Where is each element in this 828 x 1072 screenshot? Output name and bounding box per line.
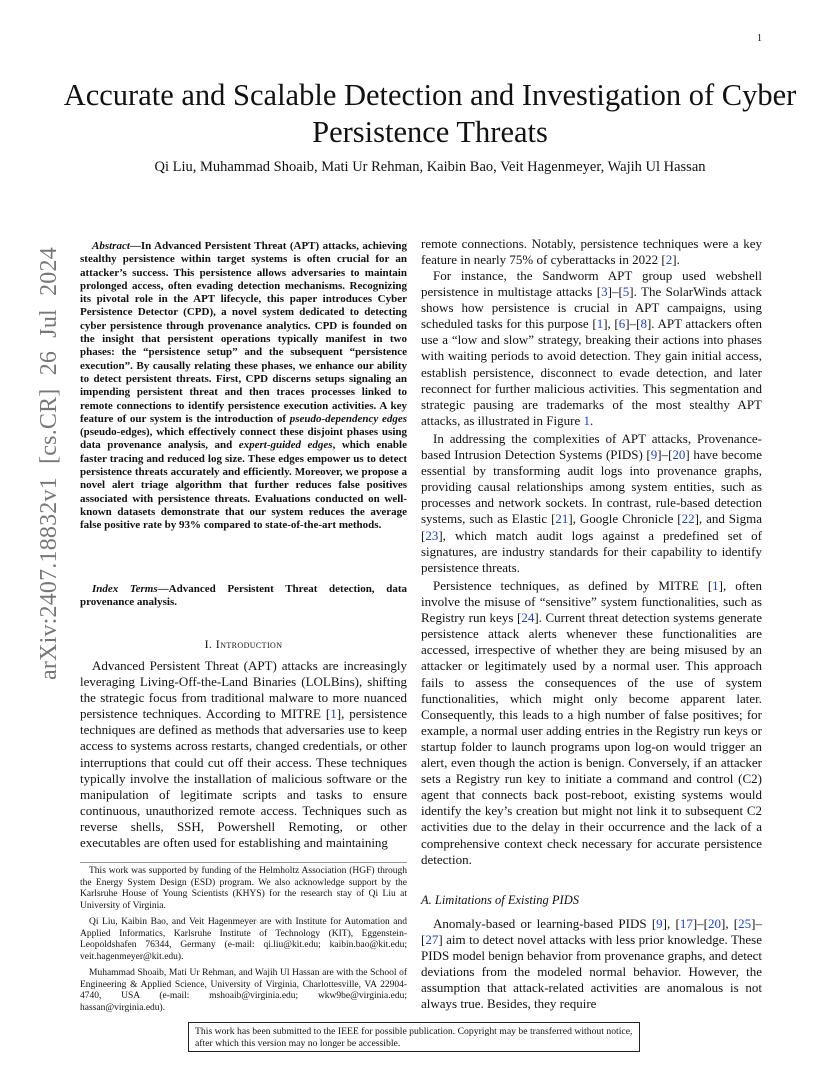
intro-paragraph: [80, 658, 407, 851]
arxiv-id-text: arXiv:2407.18832v1 [cs.CR] 26 Jul 2024: [36, 247, 62, 680]
index-terms: [80, 583, 407, 610]
abstract-emphasis-pseudo-edges: pseudo-dependency edges: [289, 412, 408, 425]
citation-link[interactable]: 21: [555, 511, 569, 527]
body-text: ], often involve the misuse of “sensitive” system functionalities, such as Registry run keys [: [421, 578, 763, 626]
body-text: ].: [672, 252, 680, 268]
citation-link[interactable]: 1: [712, 578, 719, 593]
citation-link[interactable]: 22: [681, 511, 695, 527]
citation-link[interactable]: 2: [665, 252, 673, 268]
citation-link[interactable]: 25: [738, 916, 752, 931]
citation-link[interactable]: 17: [679, 916, 693, 931]
body-paragraph: [421, 578, 762, 868]
arxiv-sidebar-identifier: [0, 0, 60, 1072]
body-text: ]–[: [657, 447, 673, 463]
footnote-separator: [80, 862, 407, 863]
body-text: ]. The SolarWinds attack shows how persistence is crucial in APT campaigns, using scheduled tasks for this purpose [: [421, 284, 762, 332]
body-paragraph: [421, 236, 762, 268]
citation-link[interactable]: 8: [640, 316, 647, 332]
body-text: ] aim to detect novel attacks with less prior knowledge. These PIDS model benign behavior from provenance graphs, and detect deviations from the modeled normal behavior. However, the assumption that attack-related activities are anomalous is not always true. Besides, they require: [421, 932, 762, 1012]
citation-link[interactable]: 3: [601, 284, 608, 300]
body-text: ]–[: [421, 916, 762, 948]
citation-link[interactable]: 27: [425, 932, 439, 948]
body-text: ], [: [720, 916, 739, 931]
citation-link[interactable]: 9: [656, 916, 663, 931]
footnote-funding: This work was supported by funding of the Helmholtz Association (HGF) through the Energy System Design (ESD) program. We also acknowledge support by the Karlsruhe House of Young Scientists (KHYS) for the research stay of Qi Liu at University of Virginia.: [80, 866, 407, 912]
body-text: Advanced Persistent Threat (APT) attacks are increasingly leveraging Living-Off-the-Land Binaries (LOLBins), shifting the strategic focus from traditional malware to more nuanced persistence techniques. According to MITRE [: [80, 658, 407, 722]
body-text: ]–[: [692, 916, 708, 931]
citation-link[interactable]: 24: [521, 610, 535, 626]
body-paragraph: [421, 268, 762, 429]
abstract: [80, 240, 407, 533]
citation-link[interactable]: 9: [650, 447, 658, 463]
abstract-emphasis-expert-edges: expert-guided edges: [238, 439, 333, 452]
citation-link[interactable]: 20: [672, 447, 686, 463]
body-paragraph: [421, 916, 762, 1013]
body-text: ], and Sigma [: [421, 511, 762, 543]
body-text: ]. Current threat detection systems generate persistence attack alerts whenever these functionalities are accessed, irrespective of whether they are being misused by an attacker or legitimately used by a normal user. This approach fails to assess the consequences of the use of system functionalities, which might only become apparent later. Consequently, this leads to a high number of false positives; for example, a normal user adding entries in the Registry run keys or startup folder to launch programs upon log-on would trigger an alert, even though the action is benign. Conversely, if an attacker sets a Registry run key to initiate a command and control (C2) agent that connects back post-reboot, existing systems would identify the key’s creation but might not link it to subsequent C2 activities due to the delay in their occurrence and the lack of a comprehensive context check necessary for accurate persistence detection.: [421, 610, 762, 867]
body-text: ], [: [603, 316, 619, 332]
citation-link[interactable]: 23: [425, 527, 439, 543]
abstract-label: Abstract: [92, 240, 130, 252]
author-list: Qi Liu, Muhammad Shoaib, Mati Ur Rehman, Kaibin Bao, Veit Hagenmeyer, Wajih Ul Hassan: [154, 159, 706, 175]
body-text: For instance, the Sandworm APT group used webshell persistence in multistage attacks [: [421, 268, 762, 300]
body-paragraph: [421, 431, 762, 576]
body-text: ]–[: [607, 284, 623, 300]
figure-link[interactable]: 1: [583, 412, 590, 428]
footnote-affiliation-uva: Muhammad Shoaib, Mati Ur Rehman, and Wajih Ul Hassan are with the School of Engineering & Applied Science, University of Virginia, Charlottesville, VA 22904-4740, USA (e-mail: mshoaib@virginia.edu; wkw9be@virginia.edu; hassan@virginia.edu).: [80, 968, 407, 1014]
subsection-heading-limitations: A. Limitations of Existing PIDS: [421, 893, 579, 907]
abstract-text: (pseudo-edges), which effectively connect these disjoint phases using data provenance analysis, and: [80, 426, 407, 452]
body-text: remote connections. Notably, persistence techniques were a key feature in nearly 75% of cyberattacks in 2022 [: [421, 236, 762, 268]
section-heading-introduction: I. Introduction: [204, 637, 283, 651]
paper-title: Accurate and Scalable Detection and Investigation of Cyber Persistence Threats: [63, 78, 797, 149]
index-terms-label: Index Terms: [92, 583, 158, 595]
index-terms-text: —Advanced Persistent Threat detection, data provenance analysis.: [80, 583, 407, 609]
ieee-submission-notice: This work has been submitted to the IEEE for possible publication. Copyright may be transferred without notice, after which this version may no longer be accessible.: [188, 1022, 640, 1052]
body-text: ]. APT attackers often use a “low and slow” strategy, breaking their actions into phases with waiting periods to avoid detection. They gain initial access, establish persistence, disconnect to evade detection, and later reconnect for further malicious activities. This segmentation and strategic pausing are trademarks of the most stealthy APT attacks, as illustrated in Figure: [421, 316, 762, 428]
citation-link[interactable]: 5: [622, 284, 630, 300]
citation-link[interactable]: 1: [596, 316, 604, 332]
body-text: In addressing the complexities of APT attacks, Provenance-based Intrusion Detection Systems (PIDS) [: [421, 431, 762, 463]
body-text: Anomaly-based or learning-based PIDS [: [433, 916, 657, 931]
footnote-affiliation-kit: Qi Liu, Kaibin Bao, and Veit Hagenmeyer are with Institute for Automation and Applied Informatics, Karlsruhe Institute of Technology (KIT), Eggenstein-Leopoldshafen 76344, Germany (e-mail: qi.liu@kit.edu; kaibin.bao@kit.edu; veit.hagenmeyer@kit.edu).: [80, 917, 407, 963]
page-number: 1: [757, 33, 762, 44]
abstract-text: , which enable faster tracing and reduced log size. These edges empower us to detect persistence threats accurately and efficiently. Moreover, we propose a novel alert triage algorithm that further reduces false positives associated with persistence threats. Evaluations conducted on well-known datasets demonstrate that our system reduces the average false positive rate by 93% compared to state-of-the-art methods.: [80, 439, 407, 532]
body-text: ], persistence techniques are defined as methods that adversaries use to keep access to systems across restarts, changed credentials, or other interruptions that could cut off their access. These techniques typically involve the installation of malicious software or the manipulation of legitimate scripts and tasks to ensure continuous, unauthorized remote access. Techniques such as reverse shells, SSH, Powershell Remoting, or other executables are often used for establishing and maintaining: [80, 706, 407, 851]
citation-link[interactable]: 1: [330, 706, 337, 722]
citation-link[interactable]: 20: [707, 916, 721, 931]
body-text: ], Google Chronicle [: [568, 511, 682, 527]
body-text: ] have become essential by transforming audit logs into provenance graphs, providing causal relationships among system entities, such as processes and network sockets. In contrast, rule-based detection systems, such as Elastic [: [421, 447, 762, 527]
body-text: Persistence techniques, as defined by MITRE [: [433, 578, 713, 593]
body-text: ], which match audit logs against a predefined set of signatures, are industry standards for their capability to identify persistence threats.: [421, 527, 762, 575]
citation-link[interactable]: 6: [618, 316, 626, 332]
body-text: ]–[: [625, 316, 641, 332]
abstract-text: —In Advanced Persistent Threat (APT) attacks, achieving stealthy persistence within target systems is often crucial for an attacker’s success. This persistence allows adversaries to maintain prolonged access, often evading detection mechanisms. Recognizing its pivotal role in the APT lifecycle, this paper introduces Cyber Persistence Detector (CPD), a novel system dedicated to detecting cyber persistence through provenance analytics. CPD is founded on the insight that persistent operations typically manifest in two phases: the “persistence setup” and the subsequent “persistence execution”. By causally relating these phases, we enhance our ability to detect persistent threats. First, CPD discerns setups signaling an impending persistent threat and then traces processes linked to remote connections to identify persistence execution activities. A key feature of our system is the introduction of: [80, 240, 407, 425]
body-text: ], [: [662, 916, 680, 931]
body-text: .: [589, 412, 594, 428]
